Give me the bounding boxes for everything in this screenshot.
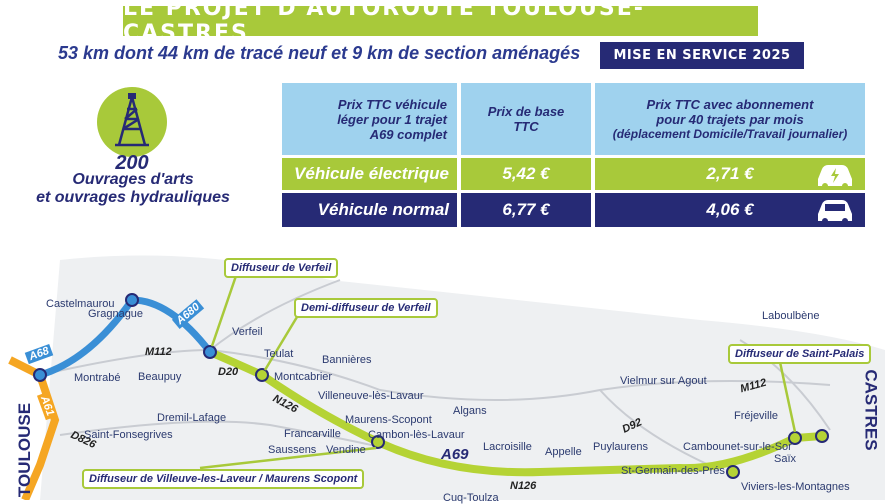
row-electric-label: Véhicule électrique <box>282 158 457 190</box>
row-electric-base: 5,42 € <box>461 158 591 190</box>
city-label: St-Germain-des-Prés <box>621 465 725 477</box>
callout-diffuseur-verfeil: Diffuseur de Verfeil <box>224 258 338 278</box>
road-label-m112-west: M112 <box>145 346 172 358</box>
abonnement-header-line1: Prix TTC avec abonnement <box>646 96 814 112</box>
city-label: Cuq-Toulza <box>443 492 499 504</box>
table-header-abonnement <box>595 83 865 155</box>
callout-diffuseur-saint-palais: Diffuseur de Saint-Palais <box>728 344 871 364</box>
electric-car-icon <box>812 157 858 191</box>
ouvrages-label-line1: Ouvrages d'arts <box>72 171 194 188</box>
city-label: Viviers-les-Montagnes <box>741 481 850 493</box>
city-label: Montcabrier <box>274 371 333 383</box>
city-label: Appelle <box>545 446 582 458</box>
city-label: Montrabé <box>74 372 121 384</box>
callout-demi-diffuseur-verfeil: Demi-diffuseur de Verfeil <box>294 298 438 318</box>
city-label: Francarville <box>284 428 341 440</box>
city-label: Maurens-Scopont <box>345 414 432 426</box>
city-label: Teulat <box>264 348 294 360</box>
map <box>0 240 885 504</box>
ouvrages-label-line2: et ouvrages hydrauliques <box>36 189 230 206</box>
city-label: Laboulbène <box>762 310 820 322</box>
road-label-a68: A68 <box>25 344 54 364</box>
end-label-toulouse: TOULOUSE <box>15 402 35 498</box>
city-label: Castelmaurou <box>46 298 115 310</box>
road-label-d20: D20 <box>218 366 239 378</box>
service-badge: MISE EN SERVICE 2025 <box>600 42 804 69</box>
road-label-a69: A69 <box>441 446 469 463</box>
city-label: Saint-Fonsegrives <box>84 429 173 441</box>
city-label: Beaupuy <box>138 371 182 383</box>
city-label: Gragnague <box>88 308 144 320</box>
page-title: LE PROJET D'AUTOROUTE TOULOUSE-CASTRES <box>123 6 758 36</box>
road-label-m112-east: M112 <box>738 376 768 396</box>
city-label: Verfeil <box>232 326 263 338</box>
city-label: Cambounet-sur-le-Sor <box>683 441 792 453</box>
row-normal-base: 6,77 € <box>461 193 591 227</box>
abonnement-header-line2: pour 40 trajets par mois <box>656 111 804 127</box>
road-label-a680: A680 <box>172 299 204 329</box>
row-electric-abonnement: 2,71 € <box>595 158 865 190</box>
callout-diffuseur-villeneuve: Diffuseur de Villeuve-les-Laveur / Maurens Scopont <box>82 469 364 489</box>
table-header-base: Prix de base TTC <box>461 83 591 155</box>
city-label: Villeneuve-lès-Lavaur <box>318 390 424 402</box>
road-label-a61: A61 <box>37 392 57 421</box>
road-label-n126-west: N126 <box>270 392 300 416</box>
row-normal-abonnement: 4,06 € <box>595 193 865 227</box>
city-label: Lacroisille <box>483 441 532 453</box>
abonnement-header-line3: (déplacement Domicile/Travail journalier) <box>612 126 848 141</box>
city-label: Puylaurens <box>593 441 649 453</box>
road-label-n126-east: N126 <box>510 480 537 492</box>
city-label: Vielmur sur Agout <box>620 375 707 387</box>
ouvrages-badge <box>97 87 167 157</box>
city-label: Bannières <box>322 354 372 366</box>
oil-derrick-icon <box>97 87 167 157</box>
city-label: Dremil-Lafage <box>157 412 227 424</box>
ouvrages-label <box>8 171 258 207</box>
row-normal-label: Véhicule normal <box>282 193 457 227</box>
city-label: Fréjeville <box>734 410 779 422</box>
city-label: Saussens <box>268 444 317 456</box>
end-label-castres: CASTRES <box>861 369 881 451</box>
city-label: Algans <box>453 405 487 417</box>
car-icon <box>812 193 858 227</box>
city-label: Vendine <box>326 444 366 456</box>
ouvrages-count: 200 <box>115 152 149 174</box>
project-subtitle: 53 km dont 44 km de tracé neuf et 9 km de section aménagés <box>58 43 581 63</box>
city-label: Saïx <box>774 453 797 465</box>
road-label-d92: D92 <box>620 416 644 436</box>
table-header-vehicle: Prix TTC véhicule léger pour 1 trajet A69 complet <box>282 83 457 155</box>
city-label: Cambon-lès-Lavaur <box>368 429 465 441</box>
road-label-d826: D826 <box>68 429 98 451</box>
